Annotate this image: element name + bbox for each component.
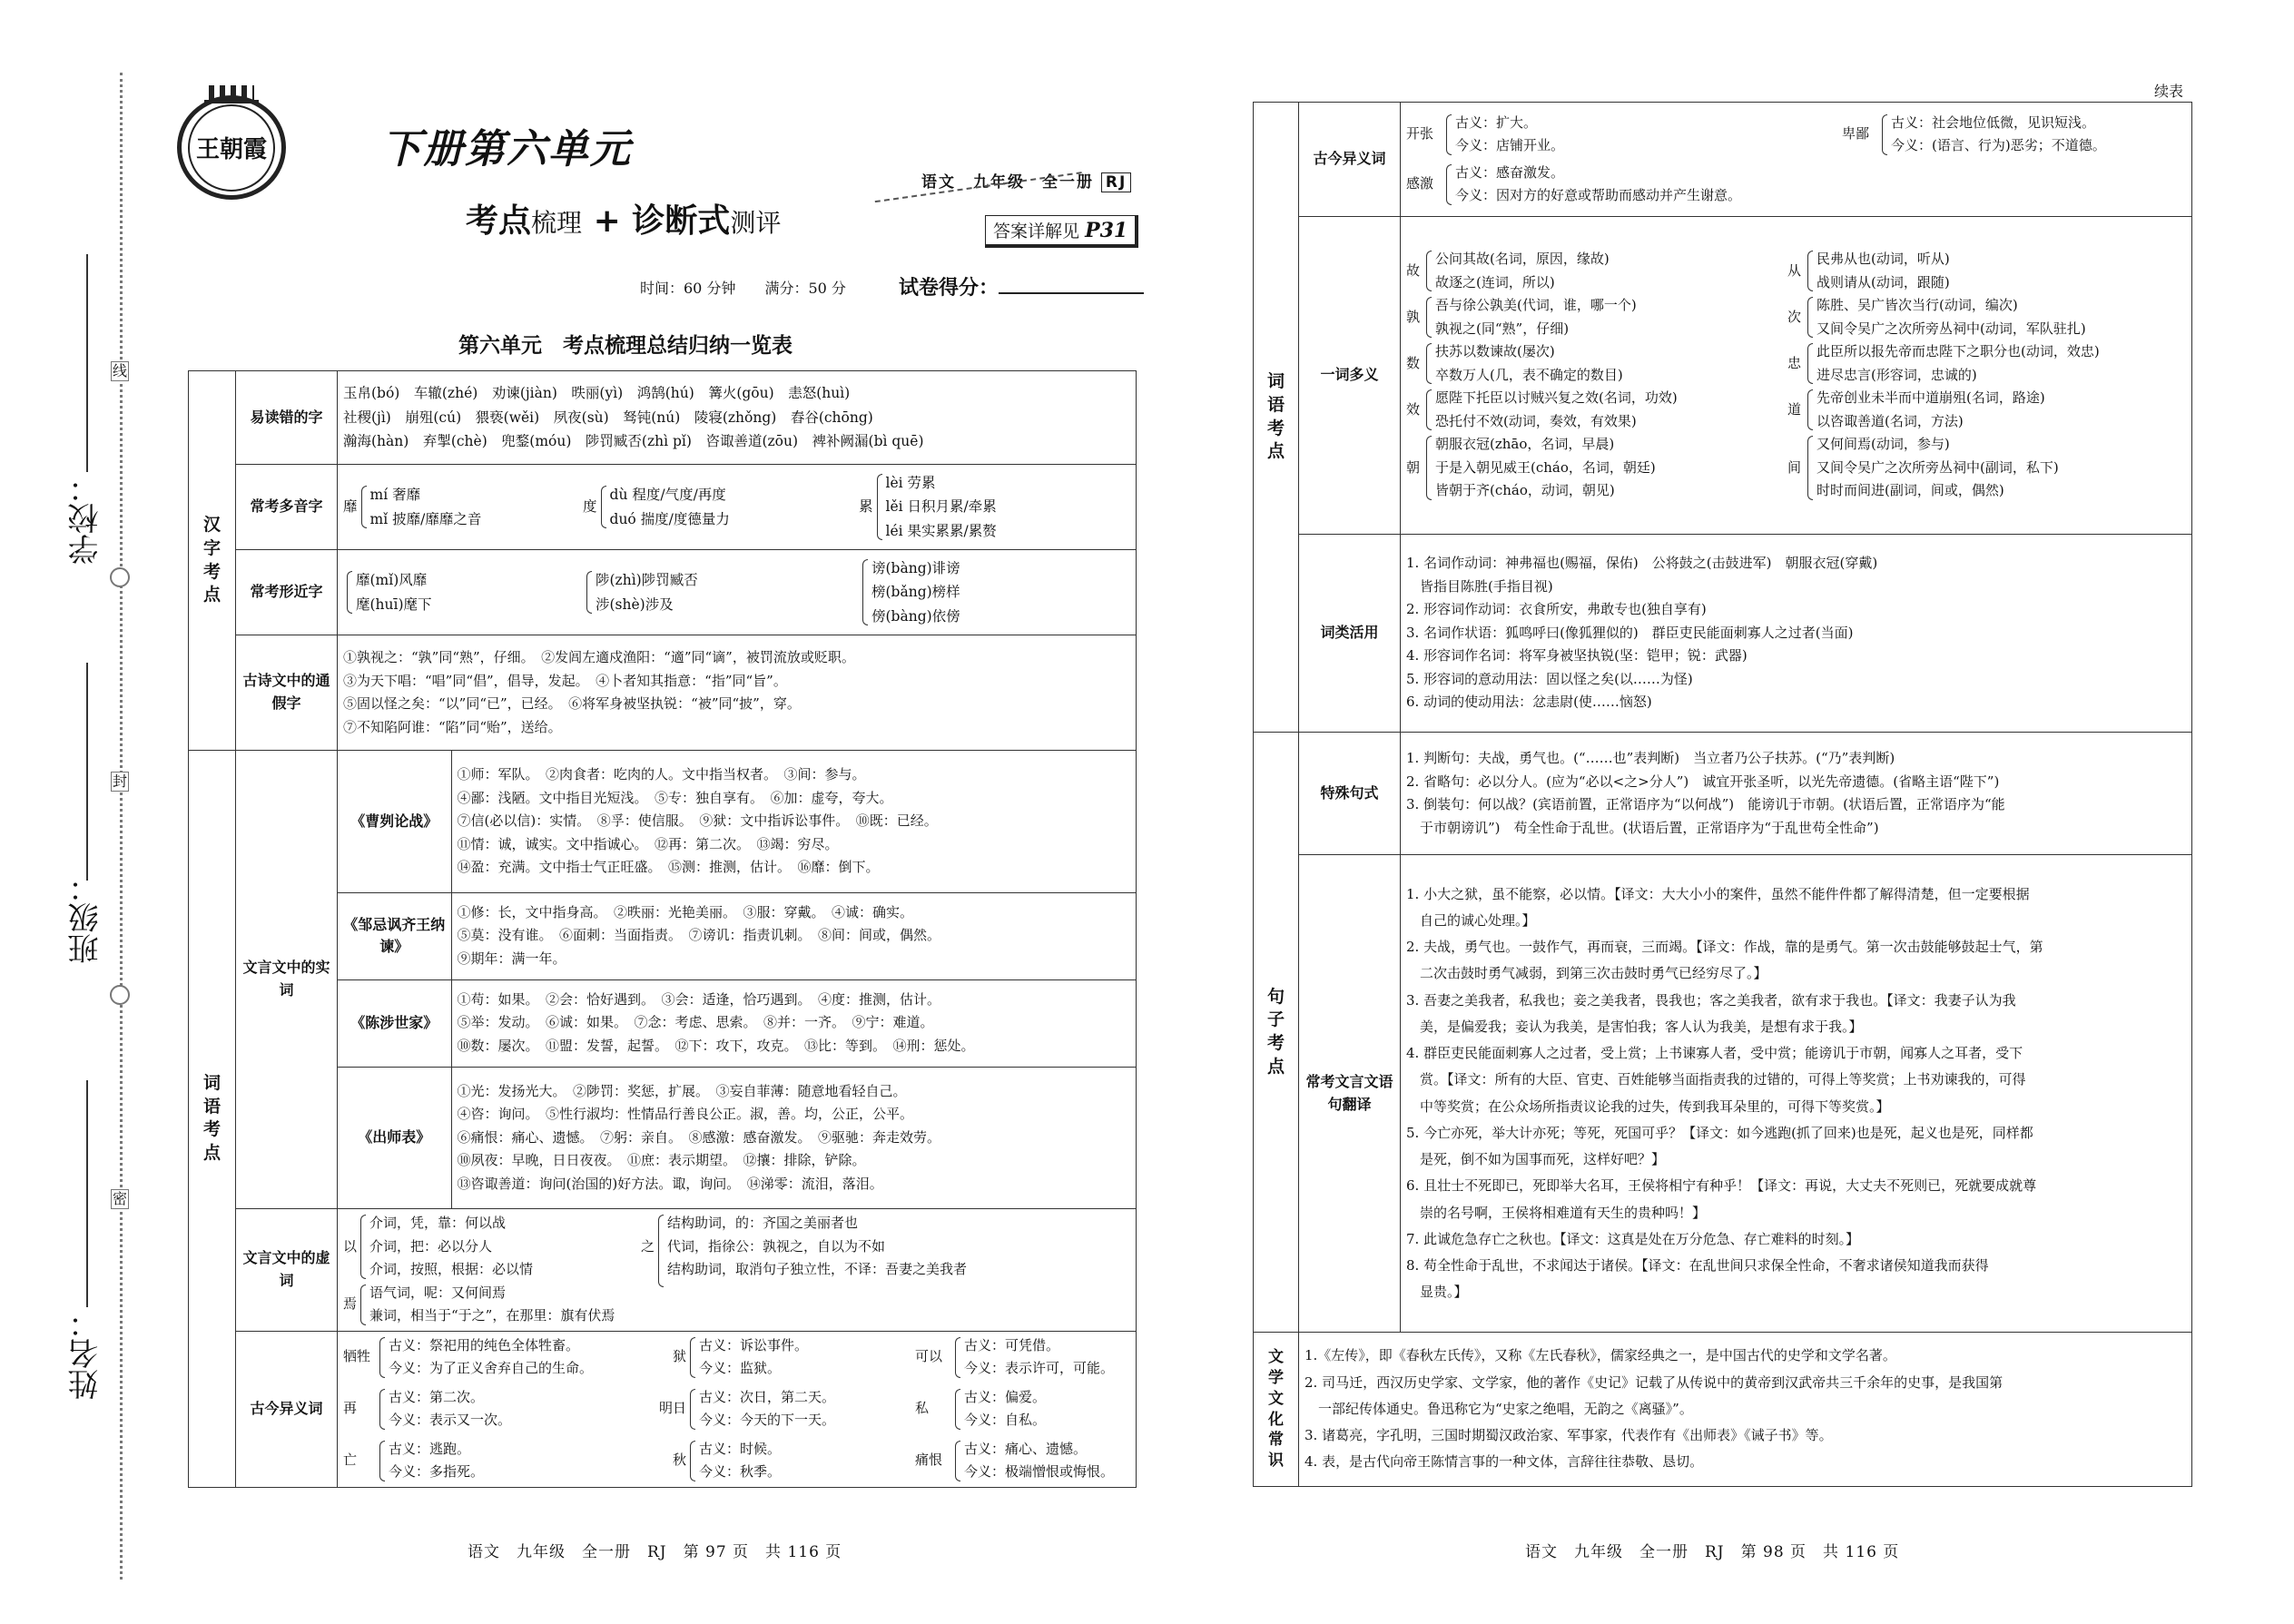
class-field-line[interactable] [86, 663, 88, 881]
sub-xuci: 文言文中的虚词 [236, 1209, 338, 1332]
class-label: 班级： [68, 871, 104, 964]
sub-duoyin: 常考多音字 [236, 465, 338, 550]
sub-teshu: 特殊句式 [1299, 733, 1401, 855]
book-chushi: 《出师表》 [338, 1067, 451, 1208]
page-footer-98: 语文 九年级 全一册 RJ 第 98 页 共 116 页 [1525, 1543, 1900, 1561]
wenxue-cell: 1.《左传》，即《春秋左氏传》，又称《左氏春秋》，儒家经典之一，是中国古代的史学和文学名著。 2. 司马迁，西汉历史学家、文学家，他的著作《史记》记载了从传说中的黄帝到汉武帝共三千余年的史事，是我国第 一部纪传体通史。鲁迅称它为“史家之绝唱，无韵之《离骚》”。 3. 诸葛亮，字孔明，三国时期蜀汉政治家、军事家，代表作有《出师表》《诫子书》等。 4. 表，是古代向帝王陈情言事的一种文体，言辞往往恭敬、恳切。 [1299, 1333, 2192, 1487]
course-tag: 语文 九年级 全一册 RJ [921, 169, 1131, 192]
binding-tag-secret: 密 [112, 1190, 127, 1207]
binding-tag-seal: 封 [112, 773, 127, 790]
sub-guyi: 古今异义词 [236, 1331, 338, 1487]
category-wenxue: 文 学 文 化 常 识 [1254, 1333, 1299, 1487]
book-zouji: 《邹忌讽齐王纳谏》 [338, 892, 451, 979]
brand-logo: 王朝霞 [177, 95, 286, 200]
yidu-row: 瀚海(hàn) 弃掣(chè) 兜鍪(móu) 陟罚臧否(zhì pǐ) 咨诹善道(zōu) 裨补阙漏(bì quē) [343, 433, 924, 450]
binding-hole [110, 567, 130, 587]
binding-tag-line: 线 [112, 362, 127, 379]
book-chenshe: 《陈涉世家》 [338, 979, 451, 1067]
teshu-cell: 1. 判断句：夫战，勇气也。(“……也”表判断) 当立者乃公子扶苏。(“乃”表判断) 2. 省略句：必以分人。(应为“必以<之>分人”) 诚宜开张圣听，以光先帝遗德。(省略主语“陛下”) 3. 倒装句：何以战？(宾语前置，正常语序为“以何战”) 能谤讥于市朝。(状语后置，正常语序为“能 于市朝谤讥”) 苟全性命于乱世。(状语后置，正常语序为“于乱世苟全性命”) [1401, 733, 2192, 855]
huoyong-cell: 1. 名词作动词：神弗福也(赐福，保佑) 公将鼓之(击鼓进军) 朝服衣冠(穿戴) 皆指目陈胜(手指目视) 2. 形容词作动词：衣食所安，弗敢专也(独自享有) 3. 名词作状语：狐鸣呼曰(像狐狸似的) 群臣吏民能面刺寡人之过者(当面) 4. 形容词作名词：将军身被坚执锐(坚：铠甲；锐：武器) 5. 形容词的意动用法：固以怪之矣(以……为怪) 6. 动词的使动用法：忿恚尉(使……恼怒) [1401, 535, 2192, 733]
duoyin-cell: 靡 mí 奢靡 mǐ 披靡/靡靡之音 度 dù 程度/气度/再度 duó 揣度/度德量力 累 lèi 劳累 lěi 日积月累/牵累 léi 果实累累/累赘 [338, 465, 1137, 550]
sub-xingjin: 常考形近字 [236, 550, 338, 635]
yidu-row: 社稷(jì) 崩殂(cú) 猥亵(wěi) 夙夜(sù) 驽钝(nú) 陵寝(zhǒng) 舂谷(chōng) [343, 408, 873, 426]
name-field-line[interactable] [86, 1080, 88, 1307]
sub-huoyong: 词类活用 [1299, 535, 1401, 733]
sub-tongjia: 古诗文中的通假字 [236, 635, 338, 751]
category-ciyu-2: 词 语 考 点 [1254, 103, 1299, 733]
tongjia-cell: ①孰视之：“孰”同“熟”，仔细。 ②发闾左適戍渔阳：“適”同“谪”，被罚流放或贬职。 ③为天下唱：“唱”同“倡”，倡导，发起。 ④卜者知其指意：“指”同“旨”。 ⑤固以怪之矣：“以”同“已”，已经。 ⑥将军身被坚执锐：“被”同“披”，穿。 ⑦不知陷阿谁：“陷”同“贻”，送给。 [338, 635, 1137, 751]
page-footer-97: 语文 九年级 全一册 RJ 第 97 页 共 116 页 [468, 1543, 842, 1561]
binding-dotted-line [120, 73, 123, 1580]
fanyi-cell: 1. 小大之狱，虽不能察，必以情。【译文：大大小小的案件，虽然不能件件都了解得清楚，但一定要根据 自己的诚心处理。】 2. 夫战，勇气也。一鼓作气，再而衰，三而竭。【译文：作战，靠的是勇气。第一次击鼓能够鼓起士气，第 二次击鼓时勇气减弱，到第三次击鼓时勇气已经穷尽了。】 3. 吾妻之美我者，私我也；妾之美我者，畏我也；客之美我者，欲有求于我也。【译文：我妻子认为我 美，是偏爱我；妾认为我美，是害怕我；客人认为我美，是想有求于我。】 4. 群臣吏民能面刺寡人之过者，受上赏；上书谏寡人者，受中赏；能谤讥于市朝，闻寡人之耳者，受下 赏。【译文：所有的大臣、官吏、百姓能够当面指责我的过错的，可得上等奖赏；上书劝谏我的，可得 中等奖赏；在公众场所指责议论我的过失，传到我耳朵里的，可得下等奖赏。】 5. 今亡亦死，举大计亦死；等死，死国可乎？【译文：如今逃跑(抓了回来)也是死，起义也是死，同样都 是死，倒不如为国事而死，这样好吧？】 6. 且壮士不死即已，死即举大名耳，王侯将相宁有种乎！【译文：再说，大丈夫不死则已，死就要成就尊 崇的名号啊，王侯将相难道有天生的贵种吗！】 7. 此诚危急存亡之秋也。【译文：这真是处在万分危急、存亡难料的时刻。】 8. 苟全性命于乱世，不求闻达于诸侯。【译文：在乱世间只求保全性命，不奢求诸侯知道我而获得 显贵。】 [1401, 855, 2192, 1333]
school-label: 学校： [68, 472, 104, 565]
name-label: 姓名： [68, 1307, 104, 1400]
sub-guyi-2: 古今异义词 [1299, 103, 1401, 217]
category-hanzi: 汉 字 考 点 [189, 371, 236, 751]
xuci-cell: 以 介词，凭，靠：何以战 介词，把：必以分人 介词，按照，根据：必以情 焉 语气词，呢：又何间焉 兼词，相当于“于之”，在那里：旗有伏焉 之 结构助词，的：齐国之美丽者也 代词，指徐公：孰视之，自以为不如 结构助词，取消句子独立性，不译：吾妻之美我者 [338, 1209, 1137, 1332]
continued-label: 续表 [2153, 83, 2183, 100]
yici-cell: 故 公问其故(名词，原因，缘故) 故逐之(连词，所以) 孰 吾与徐公孰美(代词，谁，哪一个) 孰视之(同“熟”，仔细) 数 扶苏以数谏故(屡次) 卒数万人(几，表不确定的数目) 效 愿陛下托臣以讨贼兴复之效(名词，功效) 恐托付不效(动词，奏效，有效果) 朝 朝服衣冠(zhāo，名词，早晨) 于是入朝见威王(cháo，名词，朝廷) 皆朝于齐(cháo，动词，朝见) 从 民弗从也(动词，听从) 战则请从(动词，跟随) 次 陈胜、吴广皆次当行(动词，编次) 又间令吴广之次所旁丛祠中(动词，军队驻扎) 忠 此臣所以报先帝而忠陛下之职分也(动词，效忠) 进尽忠言(形容词，忠诚的) 道 先帝创业未半而中道崩殂(名词，路途) 以咨诹善道(名词，方法) 间 又何间焉(动词，参与) 又间令吴广之次所旁丛祠中(副词，私下) 时时而间进(副词，间或，偶然) [1401, 217, 2192, 535]
book-caogui: 《曹刿论战》 [338, 751, 451, 892]
page-98 [1253, 0, 2192, 1624]
guyi-cell: 牺牲 古义：祭祀用的纯色全体牲畜。 今义：为了正义舍弃自己的生命。 狱 古义：诉讼事件。 今义：监狱。 可以 古义：可凭借。 今义：表示许可，可能。 再 古义：第二次。 今义：表示又一次。 明日 古义：次日，第二天。 今义：今天的下一天。 私 古义：偏爱。 今义：自私。 亡 古义：逃跑。 今义：多指死。 秋 古义：时候。 今义：秋季。 痛恨 古义：痛心、遗憾。 今义：极端憎恨或悔恨。 [338, 1331, 1137, 1487]
binding-hole [110, 985, 130, 1005]
answer-reference: 答案详解见 P31 [985, 215, 1138, 248]
score-input-line[interactable] [999, 292, 1144, 294]
subtitle: 考点梳理 + 诊断式测评 [466, 202, 782, 240]
sub-fanyi: 常考文言文语句翻译 [1299, 855, 1401, 1333]
summary-table-continued [1253, 102, 2192, 1487]
binding-margin [0, 0, 168, 1624]
sub-shici: 文言文中的实词 [236, 751, 338, 1209]
guyi2-cell: 开张 古义：扩大。 今义：店铺开业。 卑鄙 古义：社会地位低微，见识短浅。 今义：(语言、行为)恶劣；不道德。 感激 古义：感奋激发。 今义：因对方的好意或帮助而感动并产生谢意。 [1401, 103, 2192, 217]
school-field-line[interactable] [86, 254, 88, 472]
time-score-info: 时间：60 分钟 满分：50 分 [640, 280, 846, 297]
sub-yici: 一词多义 [1299, 217, 1401, 535]
sub-yidu: 易读错的字 [236, 371, 338, 465]
page-97 [177, 0, 1144, 1624]
shici-subtable: 《曹刿论战》 ①师：军队。 ②肉食者：吃肉的人。文中指当权者。 ③间：参与。 ④鄙：浅陋。文中指目光短浅。 ⑤专：独自享有。 ⑥加：虚夸，夸大。 ⑦信(必以信)：实情。 ⑧孚：使信服。 ⑨狱：文中指诉讼事件。 ⑩既：已经。 ⑪情：诚，诚实。文中指诚心。 ⑫再：第二次。 ⑬竭：穷尽。 ⑭盈：充满。文中指士气正旺盛。 ⑮测：推测，估计。 ⑯靡：倒下。 《邹忌讽齐王纳谏》 ①修：长，文中指身高。 ②昳丽：光艳美丽。 ③服：穿戴。 ④诚：确实。 ⑤莫：没有谁。 ⑥面刺：当面指责。 ⑦谤讥：指责讥刺。 ⑧间：间或，偶然。 ⑨期年：满一年。 《陈涉世家》 ①苟：如果。 ②会：恰好遇到。 ③会：适逢，恰巧遇到。 ④度：推测，估计。 ⑤举：发动。 ⑥诚：如果。 ⑦念：考虑、思索。 ⑧并：一齐。 ⑨宁：难道。 ⑩数：屡次。 ⑪盟：发誓，起誓。 ⑫下：攻下，攻克。 ⑬比：等到。 ⑭刑：惩处。 《出师表》 ①光：发扬光大。 ②陟罚：奖惩，扩展。 ③妄自菲薄：随意地看轻自己。 ④咨：询问。 ⑤性行淑均：性情品行善良公正。淑，善。均，公正，公平。 ⑥痛恨：痛心、遗憾。 ⑦躬：亲自。 ⑧感激：感奋激发。 ⑨驱驰：奔走效劳。 ⑩夙夜：早晚，日日夜夜。 ⑪庶：表示期望。 ⑫攘：排除，铲除。 ⑬咨诹善道：询问(治国的)好方法。诹，询问。 ⑭涕零：流泪，落泪。 [338, 751, 1136, 1208]
table-title: 第六单元 考点梳理总结归纳一览表 [458, 334, 793, 358]
yidu-cell [338, 371, 1137, 465]
xingjin-cell: 靡(mǐ)风靡 麾(huī)麾下 陟(zhì)陟罚臧否 涉(shè)涉及 谤(bàng)诽谤 榜(bǎng)榜样 傍(bàng)依傍 [338, 550, 1137, 635]
score-label: 试卷得分： [899, 276, 999, 300]
yidu-row: 玉帛(bó) 车辙(zhé) 劝谏(jiàn) 昳丽(yì) 鸿鹄(hú) 篝火(gōu) 恚怒(huì) [343, 385, 851, 402]
unit-title: 下册第六单元 [381, 126, 632, 172]
summary-table [188, 370, 1137, 1488]
shici-cell [338, 751, 1137, 1209]
category-ciyu: 词 语 考 点 [189, 751, 236, 1488]
category-juzi: 句 子 考 点 [1254, 733, 1299, 1333]
